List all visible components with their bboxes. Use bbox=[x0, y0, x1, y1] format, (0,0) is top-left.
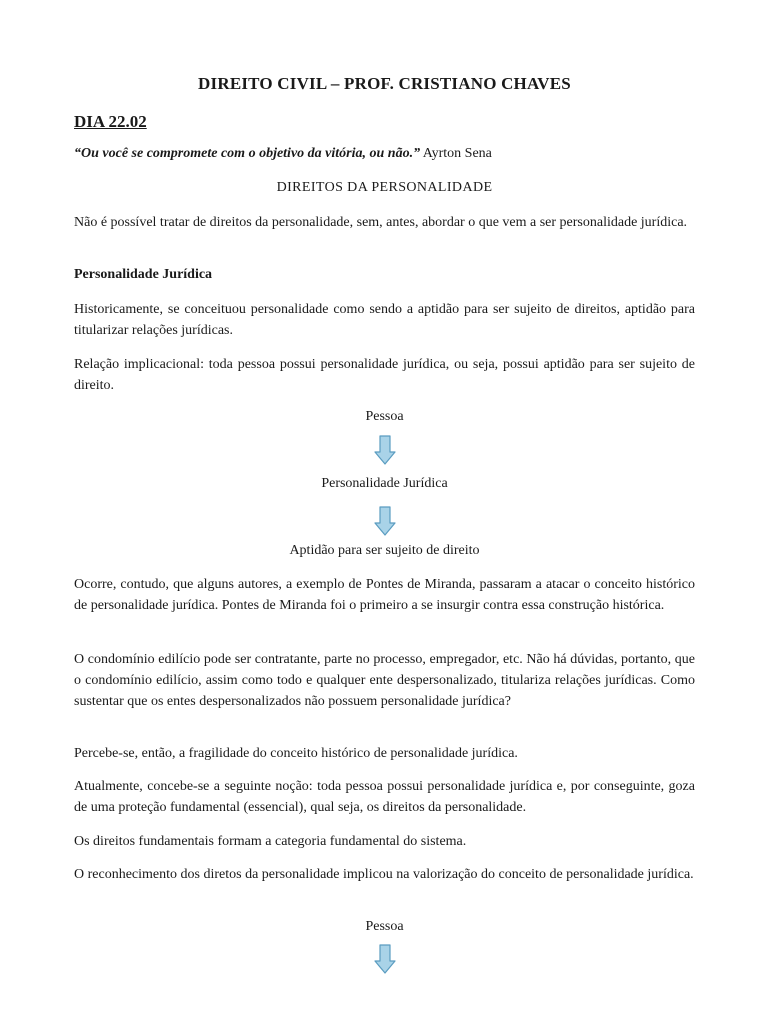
paragraph: Ocorre, contudo, que alguns autores, a exemplo de Pontes de Miranda, passaram a atacar o conceito histórico de personalidade jurídica. Pontes de Miranda foi o primeiro a se insurgir contra essa construção histórica. bbox=[74, 577, 695, 613]
paragraph: Percebe-se, então, a fragilidade do conceito histórico de personalidade jurídica. bbox=[74, 746, 518, 761]
paragraph: Historicamente, se conceituou personalidade como sendo a aptidão para ser sujeito de direitos, aptidão para titularizar relações jurídicas. bbox=[74, 302, 695, 338]
flow-label-aptidao: Aptidão para ser sujeito de direito bbox=[289, 543, 480, 558]
day-heading: DIA 22.02 bbox=[74, 112, 147, 131]
arrow-down-icon bbox=[374, 435, 396, 465]
paragraph: Relação implicacional: toda pessoa possui personalidade jurídica, ou seja, possui aptidão para ser sujeito de direito. bbox=[74, 357, 695, 393]
flow-label-personalidade: Personalidade Jurídica bbox=[321, 476, 448, 491]
document-title: DIREITO CIVIL – PROF. CRISTIANO CHAVES bbox=[198, 74, 571, 93]
quote-text: “Ou você se compromete com o objetivo da vitória, ou não.” bbox=[74, 146, 421, 161]
paragraph: Os direitos fundamentais formam a categoria fundamental do sistema. bbox=[74, 834, 467, 849]
paragraph: O reconhecimento dos diretos da personalidade implicou na valorização do conceito de personalidade jurídica. bbox=[74, 867, 694, 882]
paragraph: Atualmente, concebe-se a seguinte noção: toda pessoa possui personalidade jurídica e, por conseguinte, goza de uma proteção fundamental (essencial), qual seja, os direitos da personalidade. bbox=[74, 779, 695, 815]
flow-label-pessoa: Pessoa bbox=[365, 409, 404, 424]
document-page bbox=[74, 0, 695, 1024]
paragraph: Não é possível tratar de direitos da personalidade, sem, antes, abordar o que vem a ser personalidade jurídica. bbox=[74, 215, 688, 230]
quote bbox=[74, 146, 492, 162]
arrow-down-icon bbox=[374, 506, 396, 536]
paragraph: O condomínio edilício pode ser contratante, parte no processo, empregador, etc. Não há dúvidas, portanto, que o condomínio edilício, assim como todo e qualquer ente despersonalizado, titulariza relações jurídicas. Como sustentar que os entes despersonalizados não possuem personalidade jurídica? bbox=[74, 652, 695, 709]
arrow-down-icon bbox=[374, 944, 396, 974]
section-title: DIREITOS DA PERSONALIDADE bbox=[276, 180, 493, 195]
flow-label-pessoa-2: Pessoa bbox=[365, 919, 404, 934]
subheading: Personalidade Jurídica bbox=[74, 267, 213, 282]
quote-author: Ayrton Sena bbox=[420, 146, 492, 161]
